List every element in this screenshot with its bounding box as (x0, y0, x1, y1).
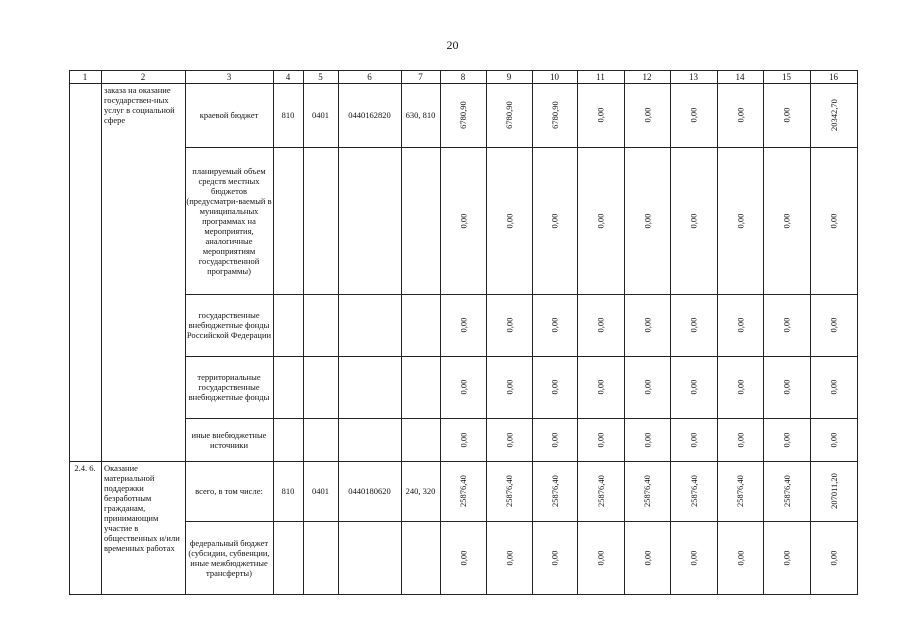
amount-cell (532, 294, 577, 356)
amount-cell (624, 83, 670, 147)
amount-cell (763, 356, 810, 418)
amount-cell-text: 0,00 (458, 379, 468, 395)
amount-cell (440, 147, 486, 294)
amount-cell-text: 0,00 (828, 432, 839, 447)
amount-cell-text: 0,00 (735, 213, 745, 228)
header-cell-5 (303, 70, 338, 83)
header-cell-16 (810, 70, 857, 83)
amount-cell (810, 521, 857, 594)
amount-cell-text: 0,00 (504, 550, 514, 565)
amount-cell (810, 461, 857, 521)
amount-cell (763, 418, 810, 461)
amount-cell (440, 294, 486, 356)
code-expense-type (401, 83, 440, 147)
code-expense-type (401, 521, 440, 594)
header-cell-14 (717, 70, 763, 83)
code-ministry (273, 521, 303, 594)
amount-cell (717, 418, 763, 461)
amount-cell (670, 521, 717, 594)
amount-cell-text: 0,00 (781, 550, 792, 565)
code-section (303, 294, 338, 356)
header-cell-8 (440, 70, 486, 83)
header-cell-4 (273, 70, 303, 83)
amount-cell (717, 356, 763, 418)
measure-name (101, 83, 185, 461)
amount-cell-text: 0,00 (595, 550, 606, 565)
amount-cell-text: 25876,40 (549, 475, 560, 507)
amount-cell-text: 0,00 (688, 379, 699, 395)
amount-cell (532, 521, 577, 594)
amount-cell (670, 294, 717, 356)
item-number (69, 461, 101, 594)
amount-cell-text: 0,00 (642, 379, 652, 395)
amount-cell-text: 6780,90 (458, 101, 468, 129)
header-cell-7 (401, 70, 440, 83)
amount-cell-text: 25876,40 (504, 475, 514, 507)
amount-cell-text: 6780,90 (549, 101, 560, 129)
code-target (338, 461, 401, 521)
amount-cell (486, 461, 532, 521)
header-cell-1-text: 1 (82, 71, 88, 82)
amount-cell (717, 147, 763, 294)
amount-cell (810, 147, 857, 294)
amount-cell (670, 418, 717, 461)
measure-name (101, 461, 185, 594)
page-number: 20 (446, 38, 459, 52)
code-expense-type (401, 418, 440, 461)
amount-cell-text: 0,00 (549, 550, 560, 565)
amount-cell-text: 25876,40 (735, 475, 745, 507)
amount-cell-text: 0,00 (688, 107, 699, 123)
amount-cell-text: 0,00 (781, 317, 792, 333)
amount-cell-text: 0,00 (781, 107, 792, 123)
amount-cell-text: 0,00 (688, 550, 699, 565)
amount-cell (532, 83, 577, 147)
amount-cell (440, 521, 486, 594)
header-cell-6-text: 6 (367, 71, 372, 82)
amount-cell (763, 461, 810, 521)
amount-cell-text: 207011,20 (828, 473, 839, 509)
amount-cell-text: 0,00 (642, 432, 652, 447)
amount-cell-text: 0,00 (828, 550, 839, 565)
funding-source-text: территориальные государственные внебюджетные фонды (188, 372, 270, 402)
header-cell-5-text: 5 (318, 71, 323, 82)
amount-cell-text: 0,00 (549, 432, 560, 447)
amount-cell (532, 461, 577, 521)
amount-cell-text: 0,00 (688, 213, 699, 228)
amount-cell (577, 521, 624, 594)
amount-cell-text: 0,00 (458, 213, 468, 228)
amount-cell-text: 0,00 (595, 213, 606, 228)
amount-cell-text: 0,00 (504, 317, 514, 333)
amount-cell (577, 83, 624, 147)
amount-cell-text: 0,00 (595, 317, 606, 333)
amount-cell-text: 0,00 (504, 379, 514, 395)
amount-cell-text: 25876,40 (642, 475, 652, 507)
amount-cell-text: 0,00 (458, 317, 468, 333)
amount-cell (486, 418, 532, 461)
amount-cell (763, 294, 810, 356)
amount-cell-text: 0,00 (735, 379, 745, 395)
header-cell-3 (185, 70, 273, 83)
amount-cell (670, 461, 717, 521)
funding-source (185, 294, 273, 356)
code-ministry (273, 418, 303, 461)
amount-cell-text: 0,00 (642, 213, 652, 228)
amount-cell (763, 147, 810, 294)
code-section (303, 521, 338, 594)
code-target (338, 521, 401, 594)
code-section-text: 0401 (312, 110, 329, 120)
amount-cell-text: 6780,90 (504, 101, 514, 129)
amount-cell (486, 147, 532, 294)
amount-cell-text: 25876,40 (781, 475, 792, 507)
funding-source (185, 418, 273, 461)
amount-cell (532, 418, 577, 461)
header-cell-2 (101, 70, 185, 83)
amount-cell-text: 0,00 (828, 213, 839, 228)
amount-cell (577, 294, 624, 356)
header-cell-2-text: 2 (140, 71, 146, 82)
amount-cell (717, 461, 763, 521)
amount-cell-text: 0,00 (549, 379, 560, 395)
amount-cell-text: 0,00 (458, 432, 468, 447)
funding-source-text: всего, в том числе: (195, 486, 263, 496)
header-cell-1 (69, 70, 101, 83)
code-ministry (273, 356, 303, 418)
amount-cell (577, 147, 624, 294)
amount-cell (577, 356, 624, 418)
amount-cell (532, 356, 577, 418)
funding-source (185, 356, 273, 418)
column-divider-16 (857, 70, 858, 595)
code-expense-type (401, 461, 440, 521)
amount-cell-text: 0,00 (642, 107, 652, 123)
code-ministry-text: 810 (281, 486, 295, 496)
funding-source (185, 461, 273, 521)
code-expense-type (401, 294, 440, 356)
header-cell-16-text: 16 (829, 71, 838, 82)
item-number (69, 83, 101, 461)
amount-cell-text: 0,00 (828, 317, 839, 333)
header-cell-11 (577, 70, 624, 83)
amount-cell (440, 356, 486, 418)
code-target (338, 83, 401, 147)
code-section (303, 147, 338, 294)
header-cell-15 (763, 70, 810, 83)
amount-cell (577, 461, 624, 521)
amount-cell-text: 0,00 (735, 317, 745, 333)
header-cell-10-text: 10 (550, 71, 559, 82)
amount-cell (624, 294, 670, 356)
measure-name-text: Оказание материальной поддержки безработным гражданам, принимающим участие в общественных и/или временных работах (104, 463, 180, 553)
header-cell-15-text: 15 (782, 71, 791, 82)
header-cell-13 (670, 70, 717, 83)
amount-cell (763, 83, 810, 147)
amount-cell (717, 294, 763, 356)
amount-cell-text: 20342,70 (828, 99, 839, 131)
amount-cell-text: 0,00 (504, 432, 514, 447)
code-section (303, 418, 338, 461)
amount-cell-text: 0,00 (688, 317, 699, 333)
code-section (303, 356, 338, 418)
amount-cell (810, 356, 857, 418)
funding-source-text: планируемый объем средств местных бюджетов (предусматри-ваемый в муниципальных программах на мероприятия, аналогичные мероприятиям государственной программы) (186, 165, 272, 276)
amount-cell (486, 294, 532, 356)
amount-cell (670, 83, 717, 147)
measure-name-text: заказа на оказание государствен-ных услуг в социальной сфере (104, 85, 175, 125)
header-cell-3-text: 3 (226, 71, 232, 82)
amount-cell (486, 83, 532, 147)
header-cell-12 (624, 70, 670, 83)
funding-source-text: федеральный бюджет (субсидии, субвенции, иные межбюджетные трансферты) (188, 537, 270, 578)
amount-cell-text: 0,00 (595, 432, 606, 447)
amount-cell (670, 147, 717, 294)
amount-cell-text: 0,00 (549, 317, 560, 333)
amount-cell (440, 418, 486, 461)
amount-cell (486, 356, 532, 418)
code-target (338, 418, 401, 461)
amount-cell (624, 147, 670, 294)
header-cell-4-text: 4 (285, 71, 291, 82)
code-ministry (273, 83, 303, 147)
amount-cell (717, 83, 763, 147)
code-target (338, 147, 401, 294)
code-target (338, 356, 401, 418)
funding-source-text: государственные внебюджетные фонды Российской Федерации (186, 310, 272, 340)
amount-cell-text: 0,00 (735, 550, 745, 565)
amount-cell (577, 418, 624, 461)
amount-cell-text: 25876,40 (595, 475, 606, 507)
code-ministry-text: 810 (281, 110, 295, 120)
amount-cell-text: 0,00 (828, 379, 839, 395)
code-target-text: 0440180620 (348, 486, 391, 496)
amount-cell-text: 0,00 (549, 213, 560, 228)
amount-cell (763, 521, 810, 594)
amount-cell (670, 356, 717, 418)
table-bottom-border (69, 594, 858, 595)
amount-cell (624, 356, 670, 418)
header-cell-7-text: 7 (418, 71, 423, 82)
code-ministry (273, 147, 303, 294)
amount-cell (810, 294, 857, 356)
header-cell-12-text: 12 (642, 71, 652, 82)
amount-cell (440, 83, 486, 147)
amount-cell-text: 0,00 (642, 550, 652, 565)
amount-cell-text: 0,00 (781, 379, 792, 395)
code-section (303, 83, 338, 147)
amount-cell (810, 83, 857, 147)
header-cell-6 (338, 70, 401, 83)
funding-source-text: краевой бюджет (199, 110, 259, 120)
funding-source (185, 147, 273, 294)
amount-cell-text: 0,00 (595, 379, 606, 395)
amount-cell-text: 0,00 (735, 107, 745, 123)
header-cell-13-text: 13 (689, 71, 698, 82)
header-cell-10 (532, 70, 577, 83)
amount-cell (624, 461, 670, 521)
header-cell-8-text: 8 (460, 71, 466, 82)
amount-cell (440, 461, 486, 521)
amount-cell-text: 0,00 (595, 107, 606, 123)
code-ministry (273, 461, 303, 521)
code-expense-type (401, 147, 440, 294)
amount-cell-text: 25876,40 (688, 475, 699, 507)
header-cell-9-text: 9 (506, 71, 512, 82)
amount-cell (810, 418, 857, 461)
amount-cell (624, 521, 670, 594)
code-expense-type-text: 240, 320 (405, 486, 436, 496)
funding-source (185, 521, 273, 594)
code-target (338, 294, 401, 356)
code-ministry (273, 294, 303, 356)
amount-cell-text: 25876,40 (458, 475, 468, 507)
funding-source (185, 83, 273, 147)
amount-cell-text: 0,00 (781, 432, 792, 447)
funding-source-text: иные внебюджетные источники (191, 429, 267, 450)
header-cell-14-text: 14 (735, 71, 745, 82)
code-section (303, 461, 338, 521)
amount-cell-text: 0,00 (642, 317, 652, 333)
amount-cell (624, 418, 670, 461)
amount-cell-text: 0,00 (688, 432, 699, 447)
amount-cell-text: 0,00 (735, 432, 745, 447)
code-target-text: 0440162820 (348, 110, 391, 120)
amount-cell-text: 0,00 (504, 213, 514, 228)
header-cell-11-text: 11 (596, 71, 605, 82)
amount-cell-text: 0,00 (781, 213, 792, 228)
header-cell-9 (486, 70, 532, 83)
item-number-text: 2.4. 6. (74, 463, 96, 473)
amount-cell-text: 0,00 (458, 550, 468, 565)
code-expense-type (401, 356, 440, 418)
amount-cell (532, 147, 577, 294)
amount-cell (486, 521, 532, 594)
code-expense-type-text: 630, 810 (405, 110, 436, 120)
amount-cell (717, 521, 763, 594)
code-section-text: 0401 (312, 486, 329, 496)
